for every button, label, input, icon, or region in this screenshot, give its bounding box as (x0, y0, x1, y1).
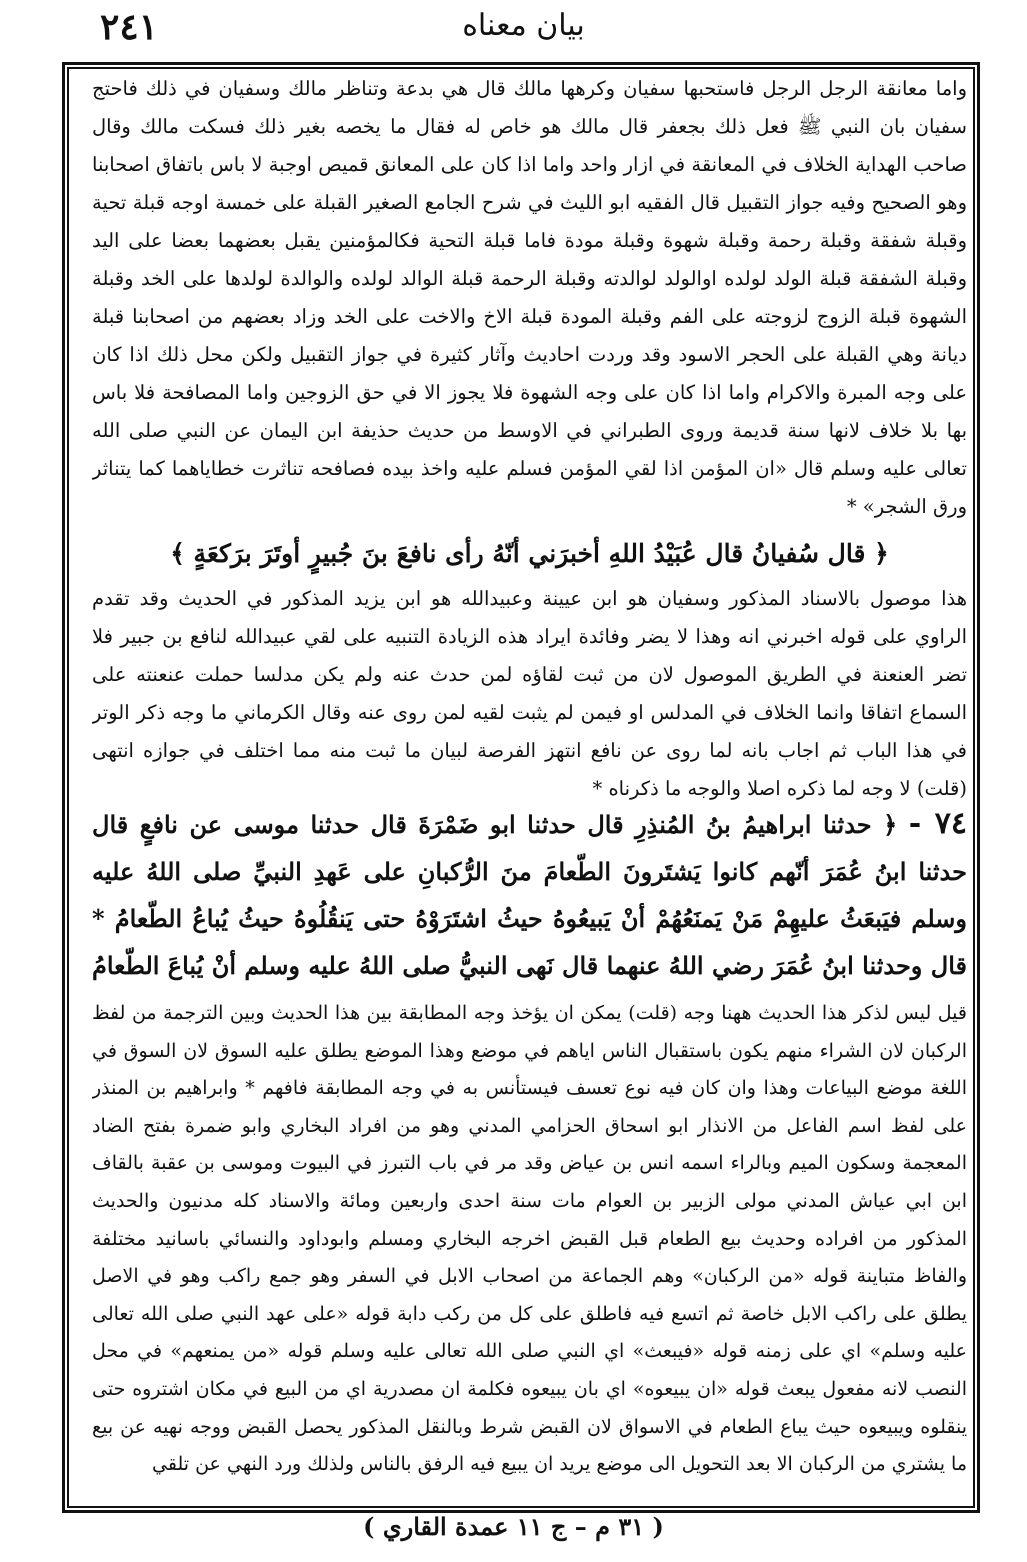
hadith-text: ﴿ حدثنا ابراهيمُ بنُ المُنذِرِ قال حدثنا ابو ضَمْرَةَ قال حدثنا موسى عن نافعٍ قال حدثنا ابنُ عُمَرَ أنّهم كانوا يَشتَرونَ الطّعامَ منَ الرُّكبانِ على عَهدِ النبيِّ صلى اللهُ عليه وسلم فيَبعَثُ عليهِمْ مَنْ يَمنَعُهُمْ أنْ يَبيعُوهُ حيثُ اشتَرَوْهُ حتى يَنقُلُوهُ حيثُ يُباعُ الطّعامُ * قال وحدثنا ابنُ عُمَرَ رضي اللهُ عنهما قال نَهى النبيُّ صلى اللهُ عليه وسلم أنْ يُباعَ الطّعامُ (92, 810, 967, 980)
hadith-block (92, 800, 967, 990)
paragraph-1: واما معانقة الرجل الرجل فاستحبها سفيان وكرهها مالك قال هي بدعة وتناظر مالك وسفيان في ذلك فاحتج سفيان بان النبي ﷺ فعل ذلك بجعفر قال مالك هو خاص له فقال ما يخصه بغير ذلك فسكت مالك وقال صاحب الهداية الخلاف في المعانقة في ازار واحد واما اذا كان على المعانق قميص اوجبة لا باس باتفاق اصحابنا وهو الصحيح وفيه جواز التقبيل قال الفقيه ابو الليث في شرح الجامع الصغير القبلة على خمسة اوجه قبلة تحية وقبلة شفقة وقبلة رحمة وقبلة شهوة وقبلة مودة فاما قبلة التحية فكالمؤمنين يقبل بعضهما بعضا على اليد وقبلة الشفقة قبلة الولد لولده اوالولد لوالدته وقبلة الرحمة قبلة الوالد لولده والوالدة لولدها على الخد وقبلة الشهوة قبلة الزوج لزوجته على الفم وقبلة المودة قبلة الاخ والاخت على الخد وزاد بعضهم من اصحابنا قبلة ديانة وهي القبلة على الحجر الاسود وقد وردت احاديث وآثار كثيرة في جواز التقبيل ولكن محل ذلك اذا كان على وجه المبرة والاكرام واما اذا كان على وجه الشهوة فلا يجوز الا في حق الزوجين واما المصافحة فلا باس بها بلا خلاف لانها سنة قديمة وروى الطبراني في الاوسط من حديث حذيفة ابن اليمان عن النبي صلى الله تعالى عليه وسلم قال «ان المؤمن اذا لقي المؤمن فسلم عليه واخذ بيده فصافحه تناثرت خطاياهما كما يتناثر ورق الشجر» * (92, 77, 967, 518)
page-number: ٢٤١ (100, 6, 159, 48)
paragraph-3-commentary: قيل ليس لذكر هذا الحديث ههنا وجه (قلت) يمكن ان يؤخذ وجه المطابقة بين هذا الحديث وبين الترجمة من لفظ الركبان لان الشراء منهم يكون باستقبال الناس اياهم في موضع وهذا الموضع يطلق عليه السوق لان السوق في اللغة موضع البياعات وهذا وان كان فيه نوع تعسف فيستأنس به في وجه المطابقة فافهم * وابراهيم بن المنذر على لفظ اسم الفاعل من الانذار ابو اسحاق الحزامي المدني وهو من افراد البخاري وابو ضمرة بفتح الضاد المعجمة وسكون الميم وبالراء اسمه انس بن عياض وقد مر في باب التبرز في البيوت وموسى بن عقبة بالقاف ابن ابي عياش المدني مولى الزبير بن العوام مات سنة احدى واربعين ومائة والاسناد كله مدنيون والحديث المذكور من افراده وحديث بيع الطعام قبل القبض اخرجه البخاري ومسلم وابوداود والنسائي باسانيد مختلفة والفاظ متباينة قوله «من الركبان» وهم الجماعة من اصحاب الابل في السفر وهو جمع راكب وهو في الاصل يطلق على راكب الابل خاصة ثم اتسع فيه فاطلق على كل من ركب دابة قوله «على عهد النبي صلى الله تعالى عليه وسلم» اي على زمنه قوله «فيبعث» اي النبي صلى الله تعالى عليه وسلم قوله «من يمنعهم» في محل النصب لانه مفعول يبعث قوله «ان يبيعوه» اي بان يبيعوه فكلمة ان مصدرية اي من البيع في مكان اشتروه حتى ينقلوه ويبيعوه حيث يباع الطعام في الاسواق لان القبض شرط وبالنقل المذكور يحصل القبض ووجه نهيه عن بيع ما يشتري من الركبان الا بعد التحويل الى موضع يريد ان يبيع فيه الرفق بالناس ولذلك ورد النهي عن تلقي (92, 1002, 967, 1476)
page-header (60, 0, 987, 52)
quoted-narration-line: ﴿ قال سُفيانُ قال عُبَيْدُ اللهِ أخبرَني أنّهُ رأى نافعَ بنَ جُبيرٍ أوتَرَ برَكعَةٍ ﴾ (170, 539, 889, 568)
footer-signature: ( ٣١ م – ج ١١ عمدة القاري ) (363, 1512, 664, 1541)
running-title: بيان معناه (462, 8, 585, 43)
paragraph-2: هذا موصول بالاسناد المذكور وسفيان هو ابن عيينة وعبيدالله هو ابن يزيد المذكور في الحديث وقد تقدم الراوي على قوله اخبرني انه وهذا لا يضر وفائدة ايراد هذه الزيادة التنبيه على لقي عبيدالله لنافع بن جبير فلا تضر العنعنة في الطريق الموصول لان من ثبت لقاؤه لمن حدث عنه ولم يكن مدلسا حملت عنعنته على السماع اتفاقا وانما الخلاف في المدلس او فيمن لم يثبت لقيه لمن روى عنه وقال الكرماني ما وجه ذكر الوتر في هذا الباب ثم اجاب بانه لما روى عن نافع انتهز الفرصة لبيان ما ثبت منه مما اختلف في جوازه انتهى (قلت) لا وجه لما ذكره اصلا والوجه ما ذكرناه * (92, 587, 967, 800)
hadith-number: ٧٤ - (908, 806, 967, 841)
